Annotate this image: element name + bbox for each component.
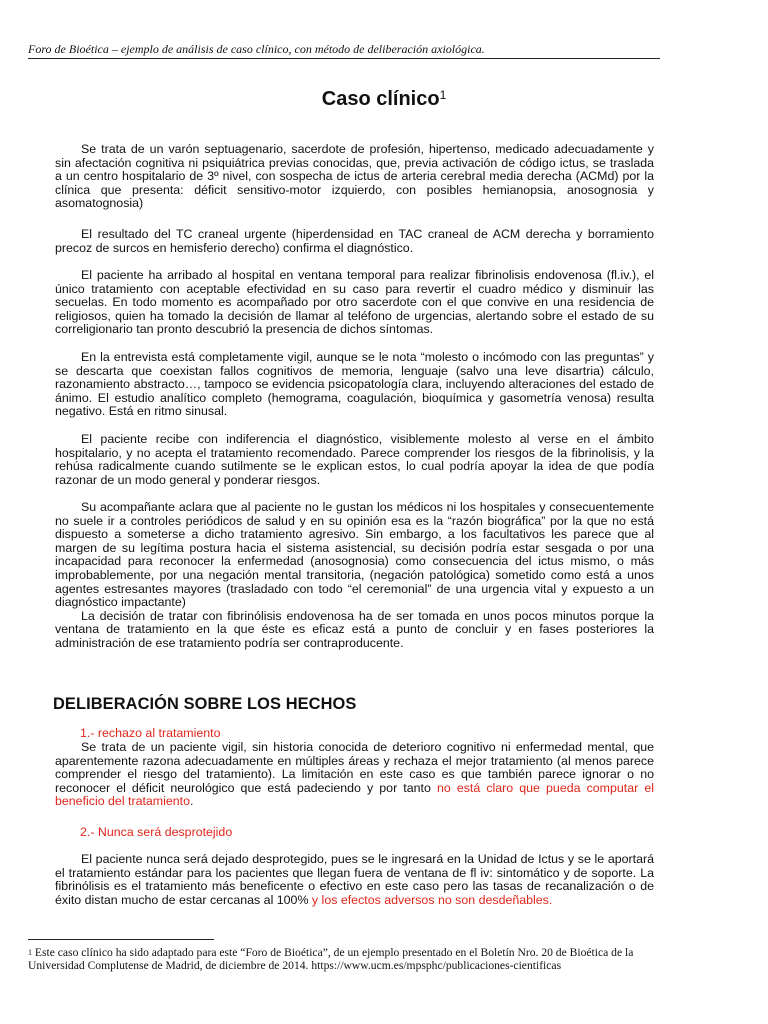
footnote-marker: 1 <box>28 948 32 957</box>
case-paragraph-6: Su acompañante aclara que al paciente no le gustan los médicos ni los hospitales y consecuentemente no suele ir a controles periódicos de salud y en su opinión esa es la “razón biográfica” por la que no está dispuesto a someterse a dicho tratamiento agresivo. Sin embargo, a los facultativos les parece que al margen de su legítima postura hacia el sistema asistencial, su decisión podría estar sesgada o por una incapacidad para reconocer la enfermedad (anosognosia) como consecuencia del ictus mismo, o más improbablemente, por una negación mental transitoria, (negación patológica) sometido como está a unos agentes estresantes mayores (trasladado con todo “el ceremonial” de una urgencia vital y expuesto a un diagnóstico impactante) La decisión de tratar con fibrinólisis endovenosa ha de ser tomada en unos pocos minutos porque la ventana de tratamiento en la que éste es eficaz está a punto de concluir y en fases posteriores la administración de ese tratamiento podría ser contraproducente. <box>55 500 654 650</box>
deliberation-item-2-label: 2.- Nunca será desprotejido <box>80 825 233 839</box>
deliberation-item-2-highlight: y los efectos adversos no son desdeñables. <box>311 892 553 907</box>
case-paragraph-4: En la entrevista está completamente vigil, aunque se le nota “molesto o incómodo con las preguntas” y se descarta que coexistan fallos cognitivos de memoria, lenguaje (salvo una leve disartria) cálculo, razonamiento abstracto…, tampoco se evidencia psicopatología clara, incluyendo alteraciones del estado de ánimo. El estudio analítico completo (hemograma, coagulación, bioquímica y gasometría venosa) resulta negativo. Está en ritmo sinusal. <box>55 350 654 419</box>
page-title <box>0 86 768 112</box>
case-paragraph-1: Se trata de un varón septuagenario, sacerdote de profesión, hipertenso, medicado adecuadamente y sin afectación cognitiva ni psiquiátrica previas conocidas, que, previa activación de código ictus, se traslada a un centro hospitalario de 3º nivel, con sospecha de ictus de arteria cerebral media derecha (ACMd) por la clínica que presenta: déficit sensitivo-motor izquierdo, con posibles hemianopsia, anosognosia y asomatognosia) <box>55 142 654 211</box>
deliberation-item-1-label: 1.- rechazo al tratamiento <box>80 726 221 740</box>
running-header: Foro de Bioética – ejemplo de análisis de caso clínico, con método de deliberación axiológica. <box>28 42 485 56</box>
deliberation-heading: DELIBERACIÓN SOBRE LOS HECHOS <box>53 695 357 713</box>
case-paragraph-5: El paciente recibe con indiferencia el diagnóstico, visiblemente molesto al verse en el ámbito hospitalario, y no acepta el tratamiento recomendado. Parece comprender los riesgos de la fibrinolisis, y la rehúsa radicalmente cuando sutilmente se le explican estos, lo cual podría apoyar la idea de que podía razonar de un modo general y ponderar riesgos. <box>55 432 654 487</box>
title-text: Caso clínico <box>321 88 440 110</box>
deliberation-item-1-highlight: no está claro que pueda computar el beneficio del tratamiento <box>55 780 654 809</box>
title-footnote-marker: 1 <box>439 88 447 102</box>
footnote <box>28 946 648 973</box>
deliberation-item-2-text: El paciente nunca será dejado desprotegido, pues se le ingresará en la Unidad de Ictus y se le aportará el tratamiento estándar para los pacientes que llegan fuera de ventana de fl iv: sintomático y de soporte. La fibrinólisis es el tratamiento más beneficente o efectivo en este caso pero las tasas de recanalización o de éxito distan mucho de estar cercanas al 100% y los efectos adversos no son desdeñables. <box>55 852 654 907</box>
case-paragraph-3: El paciente ha arribado al hospital en ventana temporal para realizar fibrinolisis endovenosa (fl.iv.), el único tratamiento con aceptable efectividad en su caso para revertir el cuadro médico y disminuir las secuelas. En todo momento es acompañado por otro sacerdote con el que convive en una residencia de religiosos, quien ha tomado la decisión de llamar al teléfono de urgencias, alertando sobre el estado de su correligionario tan pronto descubrió la presencia de dichos síntomas. <box>55 268 654 337</box>
case-paragraph-7: La decisión de tratar con fibrinólisis endovenosa ha de ser tomada en unos pocos minutos porque la ventana de tratamiento en la que éste es eficaz está a punto de concluir y en fases posteriores la administración de ese tratamiento podría ser contraproducente. <box>55 608 654 650</box>
footnote-text: Este caso clínico ha sido adaptado para este “Foro de Bioética”, de un ejemplo presentado en el Boletín Nro. 20 de Bioética de la Universidad Complutense de Madrid, de diciembre de 2014. https://www.ucm.es/mpsphc/publicaciones-cientificas <box>28 946 634 973</box>
deliberation-item-1-text: Se trata de un paciente vigil, sin historia conocida de deterioro cognitivo ni enfermedad mental, que aparentemente razona adecuadamente en múltiples áreas y rechaza el mejor tratamiento (al menos parece comprender el riesgo del tratamiento). La limitación en este caso es que también parece ignorar o no reconocer el déficit neurológico que está padeciendo y por tanto no está claro que pueda computar el beneficio del tratamiento. <box>55 740 654 809</box>
footnote-rule <box>28 939 214 940</box>
header-rule <box>28 58 660 59</box>
case-paragraph-2: El resultado del TC craneal urgente (hiperdensidad en TAC craneal de ACM derecha y borramiento precoz de surcos en hemisferio derecho) confirma el diagnóstico. <box>55 227 654 255</box>
